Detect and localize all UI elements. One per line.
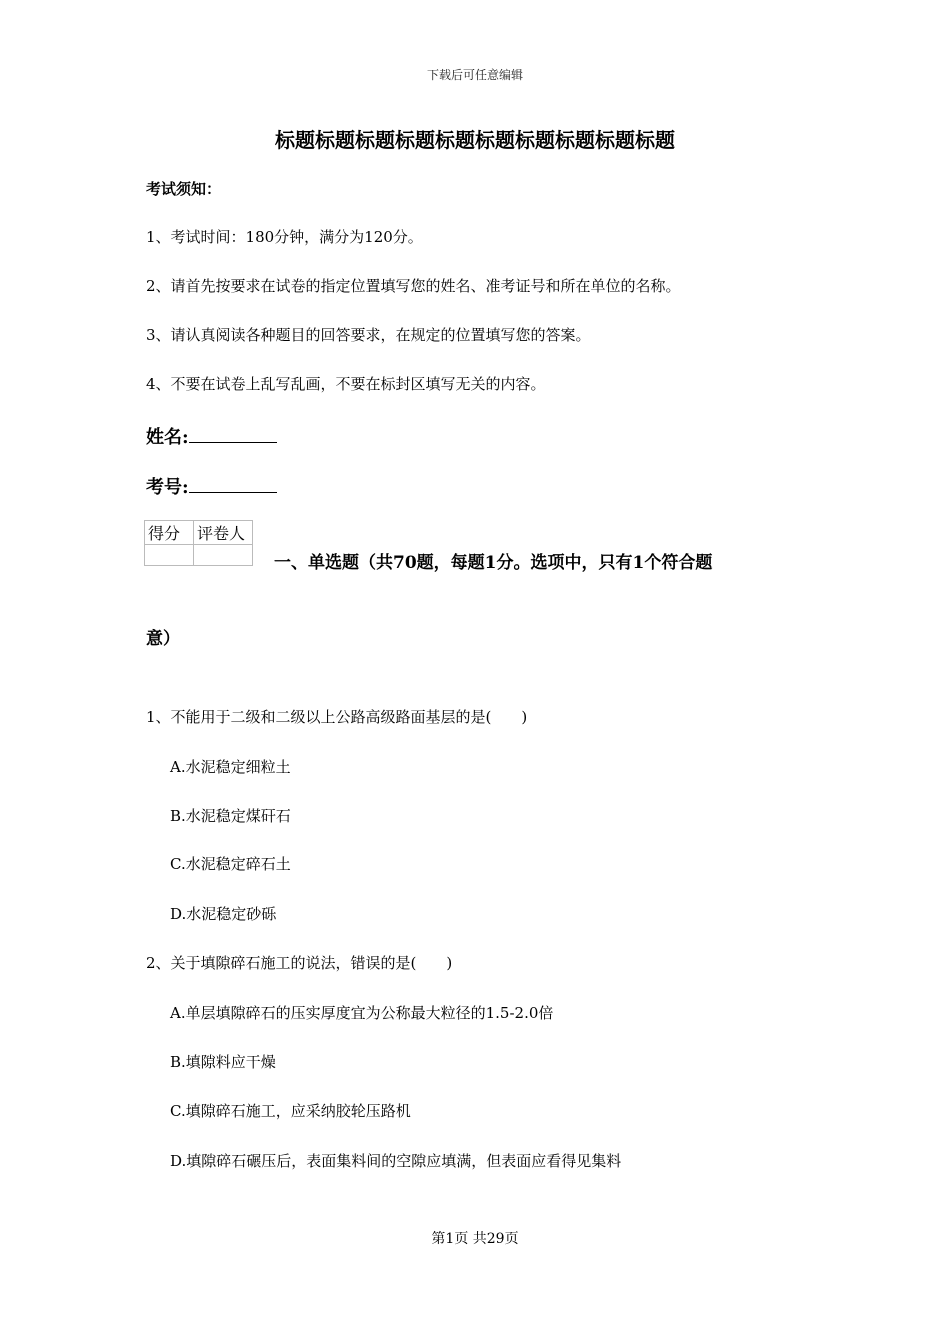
exam-id-field	[146, 473, 277, 499]
question-option: C.填隙碎石施工，应采纳胶轮压路机	[170, 1102, 411, 1120]
notice-item: 1、考试时间：180分钟，满分为120分。	[146, 228, 423, 246]
grader-cell[interactable]	[194, 545, 253, 566]
question-option: B.水泥稳定煤矸石	[170, 807, 291, 825]
grader-header: 评卷人	[194, 521, 253, 545]
page-footer: 第1页 共29页	[431, 1231, 519, 1247]
document-title: 标题标题标题标题标题标题标题标题标题标题	[275, 128, 675, 152]
score-header: 得分	[145, 521, 194, 545]
name-field	[146, 423, 277, 449]
question-stem: 2、关于填隙碎石施工的说法，错误的是( )	[146, 954, 453, 972]
section-title-continued: 意）	[146, 629, 180, 649]
question-option: A.水泥稳定细粒土	[170, 758, 291, 776]
question-option: B.填隙料应干燥	[170, 1053, 276, 1071]
exam-id-blank[interactable]	[189, 474, 277, 493]
question-option: D.填隙碎石碾压后，表面集料间的空隙应填满，但表面应看得见集料	[170, 1152, 622, 1170]
notice-item: 2、请首先按要求在试卷的指定位置填写您的姓名、准考证号和所在单位的名称。	[146, 277, 681, 295]
name-blank[interactable]	[189, 424, 277, 443]
score-cell[interactable]	[145, 545, 194, 566]
question-option: A.单层填隙碎石的压实厚度宜为公称最大粒径的1.5-2.0倍	[170, 1004, 554, 1022]
header-note: 下载后可任意编辑	[426, 68, 523, 82]
notice-item: 3、请认真阅读各种题目的回答要求，在规定的位置填写您的答案。	[146, 326, 591, 344]
exam-id-label: 考号:	[146, 477, 189, 498]
question-stem: 1、不能用于二级和二级以上公路高级路面基层的是( )	[146, 708, 528, 726]
question-option: D.水泥稳定砂砾	[170, 905, 277, 923]
notice-item: 4、不要在试卷上乱写乱画，不要在标封区填写无关的内容。	[146, 375, 546, 393]
section-title: 一、单选题（共70题，每题1分。选项中，只有1个符合题	[274, 553, 713, 573]
question-option: C.水泥稳定碎石土	[170, 855, 291, 873]
score-table	[144, 520, 253, 566]
notice-heading: 考试须知：	[146, 180, 222, 198]
name-label: 姓名:	[146, 427, 189, 448]
